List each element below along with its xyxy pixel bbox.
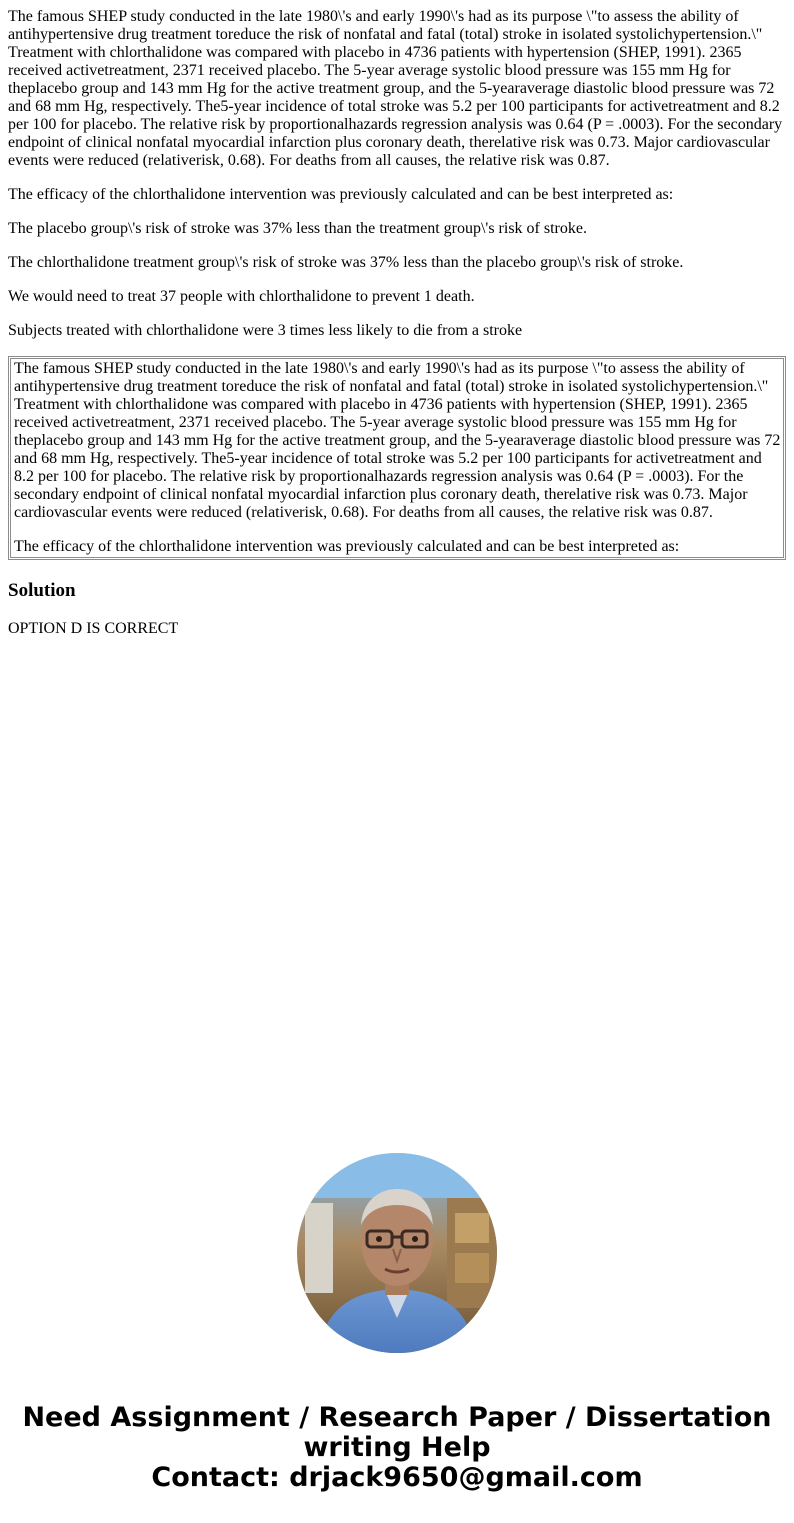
help-banner (0, 1403, 794, 1493)
question-document (8, 8, 786, 654)
option-c: We would need to treat 37 people with chlorthalidone to prevent 1 death. (8, 288, 475, 305)
author-avatar (297, 1153, 497, 1353)
help-banner-line2: writing Help (303, 1432, 491, 1463)
quoted-question-box (8, 356, 786, 560)
solution-answer: OPTION D IS CORRECT (8, 620, 179, 637)
quoted-prompt: The efficacy of the chlorthalidone intervention was previously calculated and can be best interpreted as: (14, 538, 680, 555)
question-prompt: The efficacy of the chlorthalidone intervention was previously calculated and can be best interpreted as: (8, 186, 674, 203)
option-d: Subjects treated with chlorthalidone were 3 times less likely to die from a stroke (8, 322, 523, 339)
quoted-paragraph: The famous SHEP study conducted in the late 1980\'s and early 1990\'s had as its purpose \"to assess the ability of antihypertensive drug treatment toreduce the risk of nonfatal and fatal (total) stroke in isolated systolichypertension.\" Treatment with chlorthalidone was compared with placebo in 4736 patients with hypertension (SHEP, 1991). 2365 received activetreatment, 2371 received placebo. The 5-year average systolic blood pressure was 155 mm Hg for theplacebo group and 143 mm Hg for the active treatment group, and the 5-yearaverage diastolic blood pressure was 72 and 68 mm Hg, respectively. The5-year incidence of total stroke was 5.2 per 100 participants for activetreatment and 8.2 per 100 for placebo. The relative risk by proportionalhazards regression analysis was 0.64 (P = .0003). For the secondary endpoint of clinical nonfatal myocardial infarction plus coronary death, therelative risk was 0.73. Major cardiovascular events were reduced (relativerisk, 0.68). For deaths from all causes, the relative risk was 0.87. (14, 360, 781, 521)
solution-heading: Solution (8, 580, 76, 601)
contact-email: Contact: drjack9650@gmail.com (151, 1462, 643, 1493)
option-b: The chlorthalidone treatment group\'s risk of stroke was 37% less than the placebo group\'s risk of stroke. (8, 254, 684, 271)
option-a: The placebo group\'s risk of stroke was 37% less than the treatment group\'s risk of stroke. (8, 220, 587, 237)
help-banner-line1: Need Assignment / Research Paper / Dissertation (22, 1402, 772, 1433)
question-paragraph: The famous SHEP study conducted in the late 1980\'s and early 1990\'s had as its purpose \"to assess the ability of antihypertensive drug treatment toreduce the risk of nonfatal and fatal (total) stroke in isolated systolichypertension.\" Treatment with chlorthalidone was compared with placebo in 4736 patients with hypertension (SHEP, 1991). 2365 received activetreatment, 2371 received placebo. The 5-year average systolic blood pressure was 155 mm Hg for theplacebo group and 143 mm Hg for the active treatment group, and the 5-yearaverage diastolic blood pressure was 72 and 68 mm Hg, respectively. The5-year incidence of total stroke was 5.2 per 100 participants for activetreatment and 8.2 per 100 for placebo. The relative risk by proportionalhazards regression analysis was 0.64 (P = .0003). For the secondary endpoint of clinical nonfatal myocardial infarction plus coronary death, therelative risk was 0.73. Major cardiovascular events were reduced (relativerisk, 0.68). For deaths from all causes, the relative risk was 0.87. (8, 8, 783, 169)
quoted-question-cell (10, 358, 784, 558)
